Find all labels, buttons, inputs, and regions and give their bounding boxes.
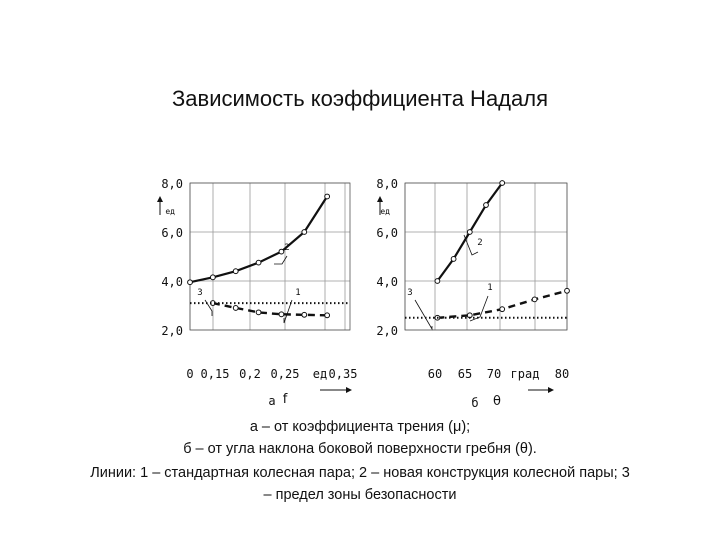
series-leader-3 bbox=[415, 300, 432, 329]
caption-line-legend-cont: – предел зоны безопасности bbox=[263, 487, 457, 503]
y-tick-label: 4,0 bbox=[161, 275, 183, 289]
data-point-2 bbox=[325, 194, 330, 199]
x-unit-label: град bbox=[510, 367, 540, 381]
series-label-1: 1 bbox=[295, 288, 301, 298]
panel-label: а bbox=[268, 394, 276, 408]
data-point-2 bbox=[233, 269, 238, 274]
data-point-2 bbox=[467, 230, 472, 235]
series-label-2: 2 bbox=[284, 243, 290, 253]
chart-panel-б bbox=[377, 181, 569, 409]
y-arrow-head bbox=[157, 196, 163, 202]
data-point-1 bbox=[302, 312, 307, 317]
y-tick-label: 6,0 bbox=[161, 226, 183, 240]
x-arrow-head bbox=[548, 387, 554, 393]
y-tick-label: 6,0 bbox=[376, 226, 398, 240]
y-tick-label: 8,0 bbox=[376, 177, 398, 191]
y-tick-label: 2,0 bbox=[376, 324, 398, 338]
x-unit-label: ед bbox=[312, 367, 328, 381]
series-label-3: 3 bbox=[197, 288, 203, 298]
panel-label: б bbox=[471, 396, 479, 410]
data-point-2 bbox=[484, 203, 489, 208]
data-point-1 bbox=[500, 307, 505, 312]
y-tick-label: 2,0 bbox=[161, 324, 183, 338]
x-axis-title: f bbox=[282, 392, 288, 407]
x-tick-label: 0,25 bbox=[270, 367, 300, 381]
series-label-3: 3 bbox=[407, 288, 413, 298]
x-tick-label: 70 bbox=[486, 367, 502, 381]
y-tick-label: 8,0 bbox=[161, 177, 183, 191]
data-point-2 bbox=[188, 280, 193, 285]
data-point-2 bbox=[302, 230, 307, 235]
data-point-2 bbox=[279, 249, 284, 254]
x-tick-label: 60 bbox=[427, 367, 443, 381]
x-tick-label: 0,2 bbox=[239, 367, 261, 381]
caption-line-a: а – от коэффициента трения (μ); bbox=[249, 419, 471, 435]
series-label-2: 2 bbox=[477, 238, 483, 248]
data-point-1 bbox=[532, 297, 537, 302]
x-axis-title: θ bbox=[493, 394, 501, 409]
data-point-1 bbox=[279, 312, 284, 317]
series-line-1 bbox=[437, 291, 567, 318]
x-tick-label: 80 bbox=[554, 367, 570, 381]
data-point-1 bbox=[565, 288, 570, 293]
y-unit-label: ед bbox=[380, 207, 390, 216]
data-point-1 bbox=[233, 306, 238, 311]
y-arrow-head bbox=[377, 196, 383, 202]
x-tick-label: 65 bbox=[457, 367, 473, 381]
data-point-2 bbox=[451, 257, 456, 262]
data-point-2 bbox=[435, 279, 440, 284]
data-point-2 bbox=[500, 181, 505, 186]
caption-line-b: б – от угла наклона боковой поверхности гребня (θ). bbox=[183, 441, 537, 457]
caption-line-legend: Линии: 1 – стандартная колесная пара; 2 – новая конструкция колесной пары; 3 bbox=[90, 465, 630, 481]
y-tick-label: 4,0 bbox=[376, 275, 398, 289]
data-point-2 bbox=[256, 260, 261, 265]
x-tick-label: 0 bbox=[186, 367, 194, 381]
data-point-1 bbox=[256, 310, 261, 315]
data-point-1 bbox=[325, 313, 330, 318]
page-title: Зависимость коэффициента Надаля bbox=[171, 86, 549, 111]
x-tick-label: 0,35 bbox=[328, 367, 358, 381]
series-line-1 bbox=[213, 303, 327, 315]
series-line-2 bbox=[190, 197, 327, 283]
y-unit-label: ед bbox=[165, 207, 175, 216]
x-tick-label: 0,15 bbox=[200, 367, 230, 381]
data-point-2 bbox=[210, 275, 215, 280]
series-label-1: 1 bbox=[487, 283, 493, 293]
x-arrow-head bbox=[346, 387, 352, 393]
